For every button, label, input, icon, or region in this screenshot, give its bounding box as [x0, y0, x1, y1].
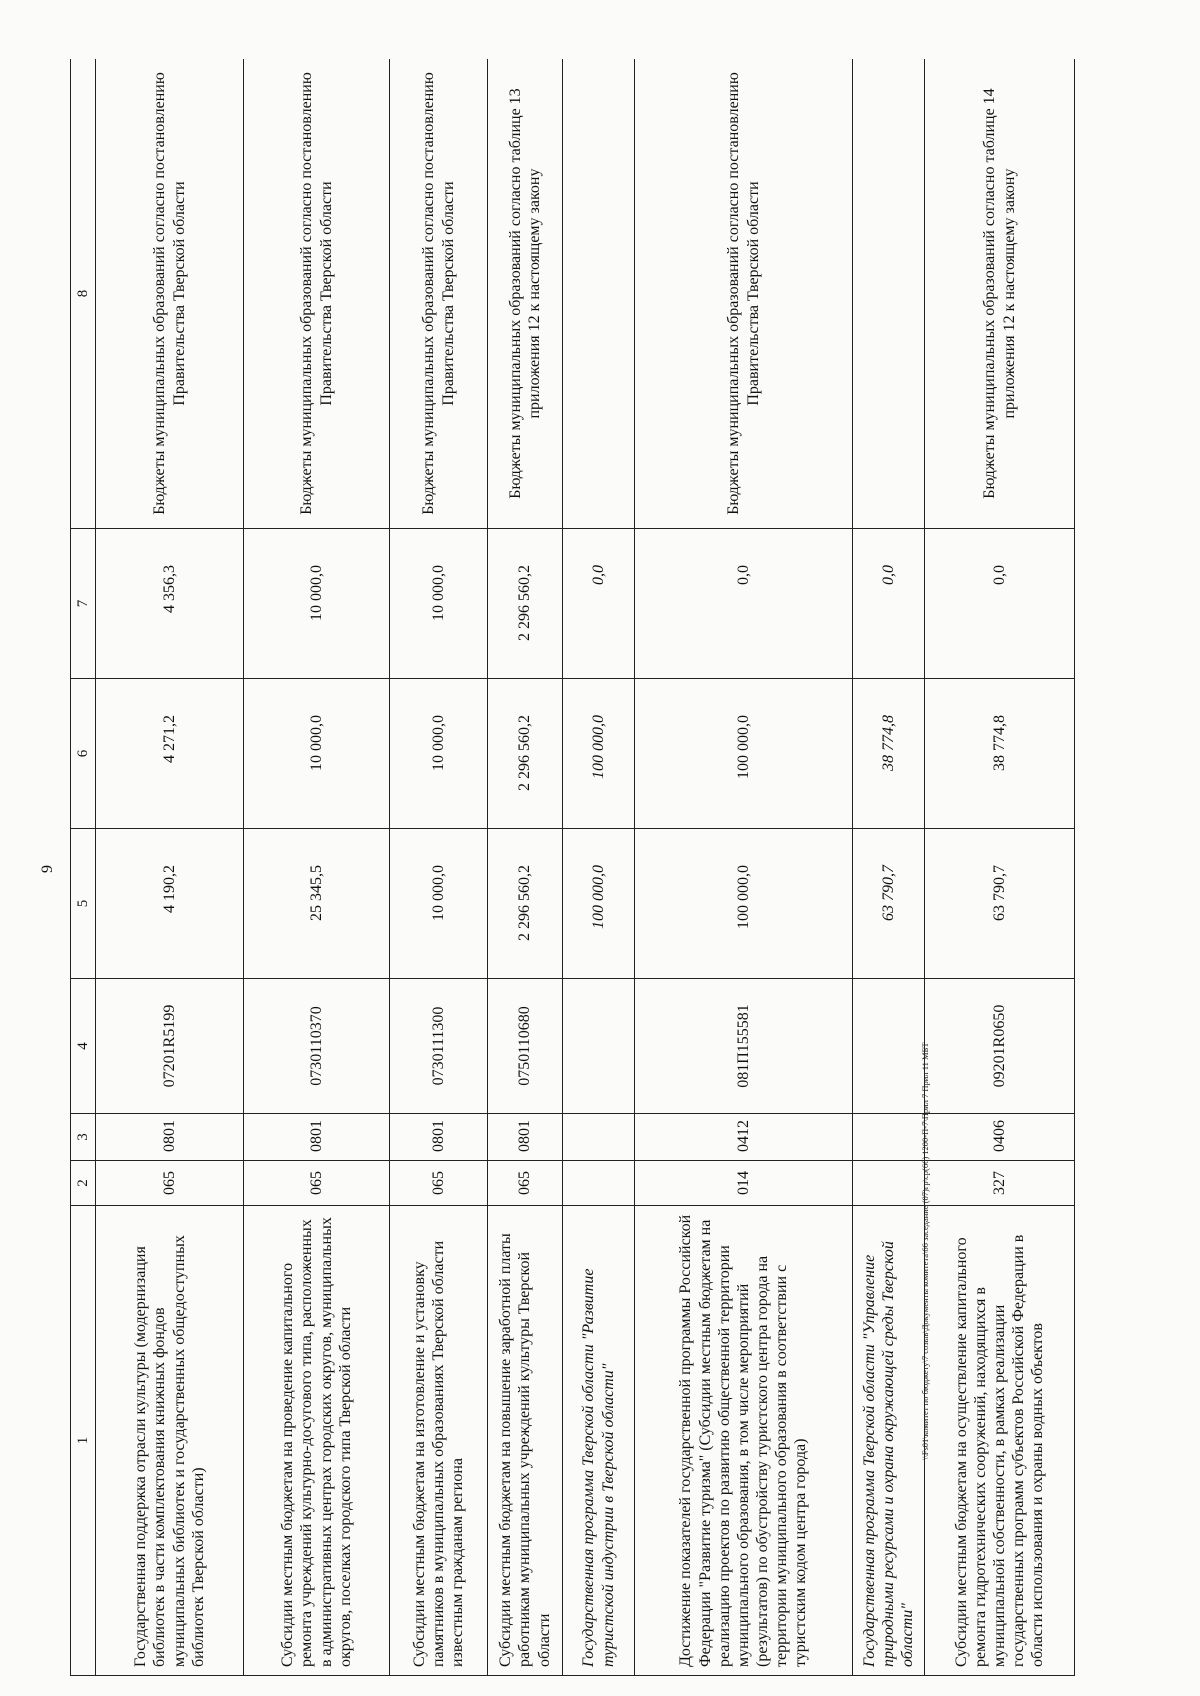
row-section-code: 0801 — [390, 1114, 488, 1161]
row-target-code: 09201R0650 — [925, 979, 1075, 1114]
row-distribution: Бюджеты муниципальных образований согласно постановлению Правительства Тверской области — [635, 59, 853, 529]
row-amount-col5: 2 296 560,2 — [488, 829, 563, 979]
row-name: Государственная поддержка отрасли культуры (модернизация библиотек в части комплектования книжных фондов муниципальных библиотек и государственных общедоступных библиотек Тверской области) — [96, 1206, 244, 1676]
row-name: Субсидии местным бюджетам на осуществление капитального ремонта гидротехнических сооружений, находящихся в муниципальной собственности, в рамках реализации государственных программ субъектов Российской Федерации в области использования и охраны водных объектов — [925, 1206, 1075, 1676]
row-amount-col6: 38 774,8 — [853, 679, 925, 829]
row-amount-col6: 2 296 560,2 — [488, 679, 563, 829]
table-wrapper — [70, 59, 1184, 1676]
col-header-3: 3 — [71, 1114, 96, 1161]
row-ministry-code — [563, 1161, 635, 1206]
row-name: Достижение показателей государственной программы Российской Федерации "Развитие туризма" (Субсидии местным бюджетам на реализацию проектов по развитию общественной территории муниципального образования, в том числе мероприятий (результатов) по обустройству туристского центра города на территории муниципального образования в соответствии с туристским кодом центра города) — [635, 1206, 853, 1676]
row-amount-col6: 100 000,0 — [635, 679, 853, 829]
row-amount-col7: 0,0 — [925, 529, 1075, 679]
row-amount-col6: 10 000,0 — [244, 679, 390, 829]
row-amount-col7: 2 296 560,2 — [488, 529, 563, 679]
row-section-code: 0801 — [488, 1114, 563, 1161]
row-target-code: 0730110370 — [244, 979, 390, 1114]
row-section-code: 0801 — [96, 1114, 244, 1161]
row-distribution — [563, 59, 635, 529]
row-section-code: 0801 — [244, 1114, 390, 1161]
row-amount-col7: 10 000,0 — [390, 529, 488, 679]
row-target-code: 081П155581 — [635, 979, 853, 1114]
row-amount-col5: 25 345,5 — [244, 829, 390, 979]
row-amount-col6: 4 271,2 — [96, 679, 244, 829]
row-section-code — [853, 1114, 925, 1161]
row-amount-col6: 100 000,0 — [563, 679, 635, 829]
row-name: Субсидии местным бюджетам на проведение капитального ремонта учреждений культурно-досугового типа, расположенных в административных центрах городских округов, муниципальных округов, поселках городского типа Тверской области — [244, 1206, 390, 1676]
row-distribution: Бюджеты муниципальных образований согласно постановлению Правительства Тверской области — [96, 59, 244, 529]
row-amount-col7: 10 000,0 — [244, 529, 390, 679]
col-header-1: 1 — [71, 1206, 96, 1676]
table-row — [925, 59, 1075, 1676]
row-ministry-code: 065 — [488, 1161, 563, 1206]
row-target-code: 07201R5199 — [96, 979, 244, 1114]
col-header-8: 8 — [71, 59, 96, 529]
row-name: Субсидии местным бюджетам на изготовление и установку памятников в муниципальных образованиях Тверской области известным гражданам региона — [390, 1206, 488, 1676]
row-ministry-code: 065 — [244, 1161, 390, 1206]
row-distribution — [853, 59, 925, 529]
row-ministry-code: 065 — [96, 1161, 244, 1206]
row-amount-col5: 10 000,0 — [390, 829, 488, 979]
row-distribution: Бюджеты муниципальных образований согласно таблице 14 приложения 12 к настоящему закону — [925, 59, 1075, 529]
row-amount-col5: 4 190,2 — [96, 829, 244, 979]
row-section-code: 0412 — [635, 1114, 853, 1161]
table-row-program — [853, 59, 925, 1676]
row-section-code — [563, 1114, 635, 1161]
row-ministry-code — [853, 1161, 925, 1206]
col-header-5: 5 — [71, 829, 96, 979]
col-header-4: 4 — [71, 979, 96, 1114]
table-row — [635, 59, 853, 1676]
row-distribution: Бюджеты муниципальных образований согласно постановлению Правительства Тверской области — [244, 59, 390, 529]
table-row — [244, 59, 390, 1676]
row-amount-col7: 0,0 — [563, 529, 635, 679]
row-amount-col5: 100 000,0 — [635, 829, 853, 979]
row-program-name: Государственная программа Тверской области "Управление природными ресурсами и охрана окружающей среды Тверской области" — [853, 1206, 925, 1676]
row-amount-col5: 63 790,7 — [853, 829, 925, 979]
row-ministry-code: 014 — [635, 1161, 853, 1206]
rotated-landscape-page — [70, 59, 1184, 1676]
page-number: 9 — [39, 865, 56, 873]
row-program-name: Государственная программа Тверской области "Развитие туристской индустрии в Тверской области" — [563, 1206, 635, 1676]
row-amount-col7: 4 356,3 — [96, 529, 244, 679]
table-row — [488, 59, 563, 1676]
row-amount-col7: 0,0 — [853, 529, 925, 679]
row-amount-col6: 38 774,8 — [925, 679, 1075, 829]
row-target-code: 0750110680 — [488, 979, 563, 1114]
row-distribution: Бюджеты муниципальных образований согласно таблице 13 приложения 12 к настоящему закону — [488, 59, 563, 529]
row-ministry-code: 327 — [925, 1161, 1075, 1206]
row-amount-col5: 100 000,0 — [563, 829, 635, 979]
col-header-7: 7 — [71, 529, 96, 679]
row-amount-col6: 10 000,0 — [390, 679, 488, 829]
row-amount-col5: 63 790,7 — [925, 829, 1075, 979]
file-path-footer: \\Fs01\комитет по бюджету\7 созыв\Документы комитета\66 заседание (07)гр\ср(66) 1200-П-7\Прил 7 Прил 11 МБТ — [920, 1042, 930, 1460]
col-header-6: 6 — [71, 679, 96, 829]
row-ministry-code: 065 — [390, 1161, 488, 1206]
row-section-code: 0406 — [925, 1114, 1075, 1161]
row-distribution: Бюджеты муниципальных образований согласно постановлению Правительства Тверской области — [390, 59, 488, 529]
table-row — [96, 59, 244, 1676]
row-target-code — [563, 979, 635, 1114]
table-row — [390, 59, 488, 1676]
row-target-code — [853, 979, 925, 1114]
header-row — [71, 59, 96, 1676]
col-header-2: 2 — [71, 1161, 96, 1206]
row-name: Субсидии местным бюджетам на повышение заработной платы работникам муниципальных учреждений культуры Тверской области — [488, 1206, 563, 1676]
table-row-program — [563, 59, 635, 1676]
row-amount-col7: 0,0 — [635, 529, 853, 679]
row-target-code: 0730111300 — [390, 979, 488, 1114]
